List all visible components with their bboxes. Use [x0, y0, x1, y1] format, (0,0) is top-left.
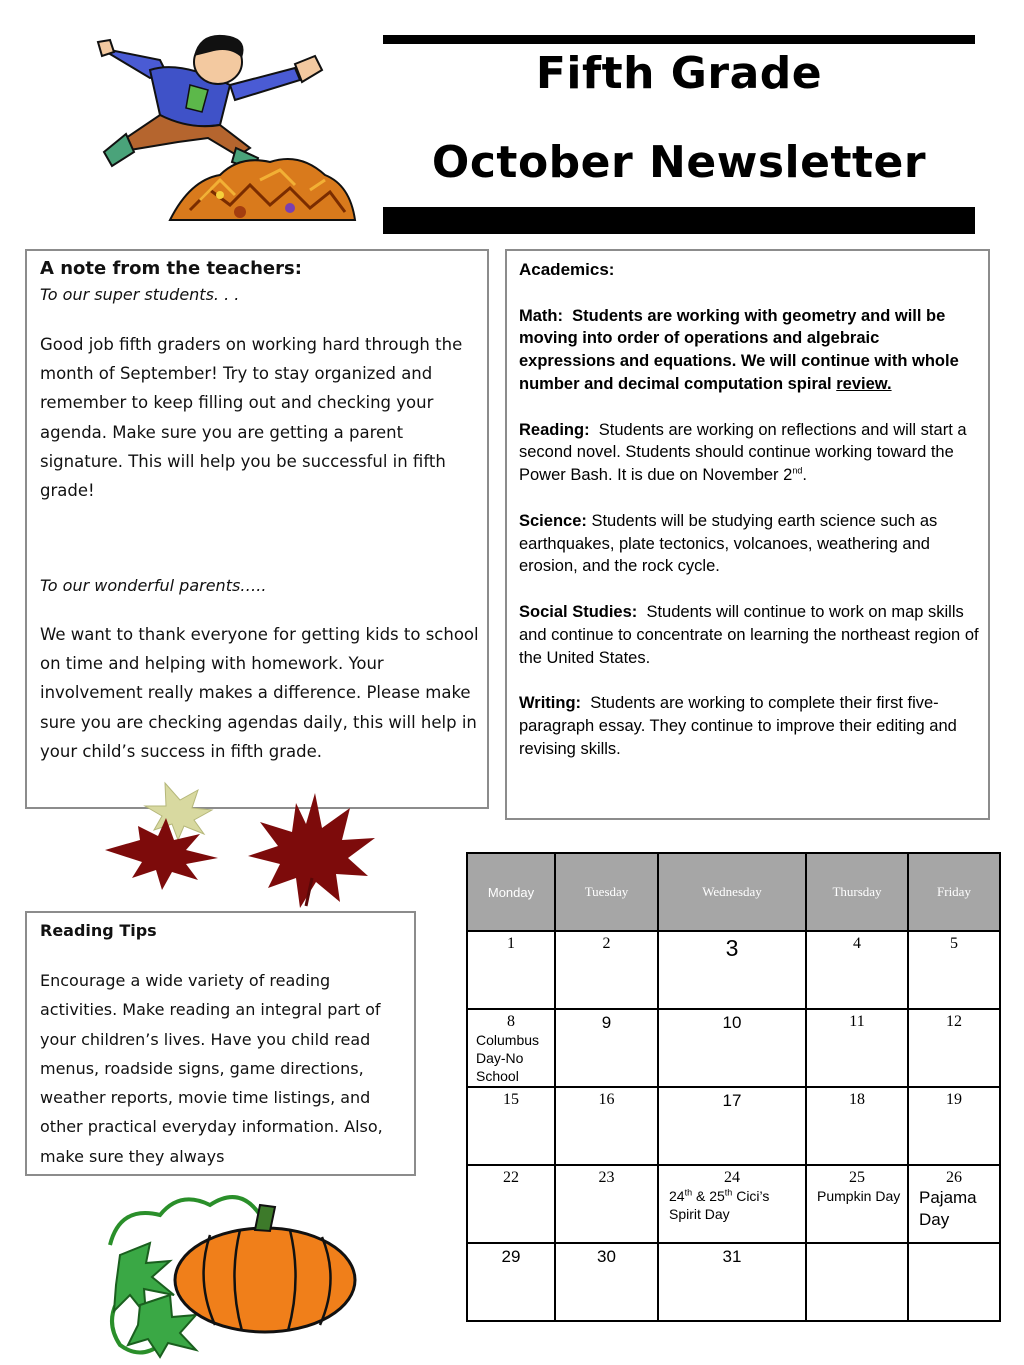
calendar-day — [908, 1243, 1000, 1321]
calendar-day — [908, 1087, 1000, 1165]
calendar-week-3 — [467, 1087, 1000, 1165]
day-number: 17 — [722, 1091, 742, 1110]
title-rule-top — [383, 35, 975, 44]
day-number: 19 — [946, 1091, 962, 1108]
day-number: 12 — [946, 1013, 962, 1030]
title-rule-bottom — [383, 207, 975, 234]
calendar-week-1 — [467, 931, 1000, 1009]
reading-text: Students are working on reflections and will start a second novel. Students should continue working toward the Power Bash. It is due on November 2 — [519, 420, 967, 485]
academics-heading: Academics: — [519, 260, 615, 279]
page-subtitle: October Newsletter — [431, 137, 927, 188]
students-greeting: To our super students. . . — [40, 285, 240, 304]
writing-label: Writing: — [519, 694, 582, 713]
calendar-day — [806, 1087, 908, 1165]
day-number: 16 — [598, 1091, 615, 1108]
event-text: Cici’s Spirit Day — [669, 1188, 770, 1222]
day-number: 5 — [950, 935, 958, 952]
calendar-week-4 — [467, 1165, 1000, 1243]
math-section — [519, 305, 979, 396]
calendar-day — [806, 1243, 908, 1321]
day-number: 30 — [597, 1247, 616, 1266]
reading-end: . — [802, 466, 807, 485]
day-number: 24 — [724, 1169, 740, 1186]
math-label: Math: — [519, 306, 563, 325]
calendar-day — [658, 1165, 806, 1243]
event-text: & 25 — [692, 1188, 725, 1204]
day-number: 9 — [601, 1013, 612, 1032]
day-number: 11 — [849, 1013, 865, 1030]
teachers-note-heading: A note from the teachers: — [40, 258, 302, 279]
day-number: 10 — [722, 1013, 742, 1032]
calendar-day — [908, 1009, 1000, 1087]
reading-label: Reading: — [519, 420, 590, 439]
reading-section — [519, 419, 979, 487]
writing-section — [519, 692, 979, 760]
calendar-event — [659, 1187, 805, 1223]
day-number — [807, 1244, 907, 1247]
october-calendar — [466, 852, 1001, 1322]
calendar-header-friday: Friday — [908, 853, 1000, 931]
calendar-day — [467, 931, 555, 1009]
event-text: 24 — [669, 1188, 685, 1204]
calendar-day — [555, 1165, 658, 1243]
pumpkin-clipart — [100, 1185, 360, 1360]
writing-text: Students are working to complete their first five-paragraph essay. They continue to improve their editing and revising skills. — [519, 694, 957, 758]
day-number: 2 — [602, 935, 611, 952]
day-number: 29 — [501, 1247, 521, 1266]
page-title: Fifth Grade — [535, 48, 823, 99]
calendar-day — [908, 1165, 1000, 1243]
math-text: Students are working with geometry and will be moving into order of operations and algebraic expressions and equations. We will continue with whole number and decimal computation spiral — [519, 306, 959, 393]
calendar-day — [658, 931, 806, 1009]
calendar-day — [806, 1165, 908, 1243]
maple-leaves-clipart — [100, 778, 380, 913]
parents-greeting: To our wonderful parents….. — [40, 576, 267, 595]
calendar-day — [658, 1243, 806, 1321]
day-number: 22 — [503, 1169, 519, 1186]
reading-tips-body: Encourage a wide variety of reading activities. Make reading an integral part of your children’s lives. Have you child read menus, roadside signs, game directions, weather reports, movie time listings, and other practical everyday information. Also, make sure they always — [40, 971, 383, 1166]
day-number: 15 — [503, 1091, 519, 1108]
day-number: 23 — [598, 1169, 615, 1186]
day-number: 31 — [722, 1247, 742, 1266]
students-message: Good job fifth graders on working hard through the month of September! Try to stay organized and remember to keep filling out and checking your agenda. Make sure you are getting a parent signature. This will help you be successful in fifth grade! — [40, 335, 463, 501]
day-number: 18 — [849, 1091, 865, 1108]
calendar-day — [658, 1009, 806, 1087]
calendar-day — [555, 931, 658, 1009]
calendar-day — [467, 1165, 555, 1243]
event-sup: th — [684, 1187, 693, 1198]
calendar-day — [467, 1087, 555, 1165]
parents-message: We want to thank everyone for getting kids to school on time and helping with homework. Your involvement really makes a difference. Please make sure you are checking agendas daily, this will help in your child’s success in fifth grade. — [40, 625, 479, 761]
math-review-link: review. — [836, 374, 892, 393]
day-number: 25 — [849, 1169, 865, 1186]
calendar-event: Columbus Day-No School — [476, 1032, 540, 1084]
day-number: 26 — [946, 1169, 962, 1186]
leaf-pile-clipart — [160, 150, 360, 225]
science-label: Science: — [519, 511, 587, 530]
calendar-day — [658, 1087, 806, 1165]
day-number: 3 — [725, 935, 739, 961]
calendar-day — [555, 1087, 658, 1165]
science-section — [519, 510, 979, 578]
calendar-day — [467, 1009, 555, 1087]
day-number: 8 — [507, 1013, 515, 1030]
day-number: 4 — [853, 935, 861, 952]
social-studies-section — [519, 601, 979, 669]
day-number — [909, 1244, 999, 1247]
calendar-day — [806, 931, 908, 1009]
social-studies-text: Students will continue to work on map skills and continue to concentrate on learning the northeast region of the United States. — [519, 602, 979, 667]
calendar-header-wednesday: Wednesday — [658, 853, 806, 931]
calendar-day — [555, 1243, 658, 1321]
calendar-header-monday: Monday — [467, 853, 555, 931]
calendar-day — [806, 1009, 908, 1087]
calendar-week-2 — [467, 1009, 1000, 1087]
calendar-day — [467, 1243, 555, 1321]
calendar-event: Pajama Day — [919, 1188, 977, 1229]
calendar-header-tuesday: Tuesday — [555, 853, 658, 931]
event-sup: th — [724, 1187, 733, 1198]
academics-content — [519, 259, 979, 783]
science-text: Students will be studying earth science such as earthquakes, plate tectonics, volcanoes, weathering and erosion, and the rock cycle. — [519, 511, 938, 576]
calendar-header-thursday: Thursday — [806, 853, 908, 931]
calendar-event: Pumpkin Day — [817, 1188, 901, 1204]
reading-sup: nd — [792, 465, 803, 476]
calendar-header-row — [467, 853, 1000, 931]
reading-tips-heading: Reading Tips — [40, 921, 157, 940]
calendar-day — [908, 931, 1000, 1009]
day-number: 1 — [507, 935, 515, 952]
social-studies-label: Social Studies: — [519, 602, 638, 621]
calendar-week-5 — [467, 1243, 1000, 1321]
calendar-day — [555, 1009, 658, 1087]
